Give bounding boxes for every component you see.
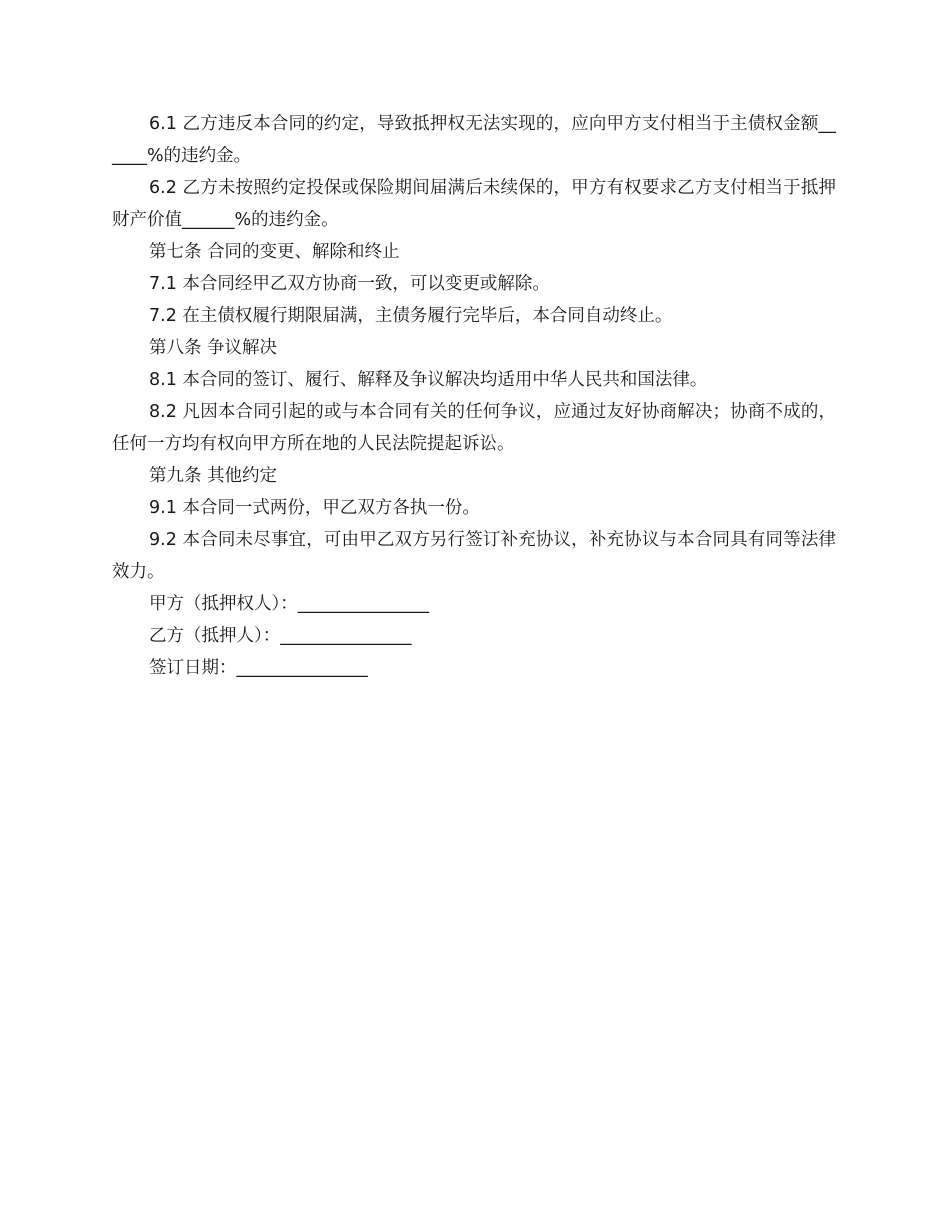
clause-8-1: 8.1 本合同的签订、履行、解释及争议解决均适用中华人民共和国法律。 (149, 370, 708, 390)
clause-7-1: 7.1 本合同经甲乙双方协商一致，可以变更或解除。 (149, 274, 550, 294)
clause-9-1: 9.1 本合同一式两份，甲乙双方各执一份。 (149, 498, 480, 518)
clause-6-2: 6.2 乙方未按照约定投保或保险期间届满后未续保的，甲方有权要求乙方支付相当于抵押财产价值______%的违约金。 (112, 178, 836, 230)
article-7-heading: 第七条 合同的变更、解除和终止 (149, 242, 400, 262)
clause-8-2: 8.2 凡因本合同引起的或与本合同有关的任何争议，应通过友好协商解决；协商不成的，任何一方均有权向甲方所在地的人民法院提起诉讼。 (112, 402, 836, 454)
party-a-signature-line: 甲方（抵押权人）：_______________ (149, 594, 429, 614)
clause-6-1: 6.1 乙方违反本合同的约定，导致抵押权无法实现的，应向甲方支付相当于主债权金额______%的违约金。 (112, 114, 836, 166)
signing-date-line: 签订日期：_______________ (149, 658, 368, 678)
clause-7-2: 7.2 在主债权履行期限届满，主债务履行完毕后，本合同自动终止。 (149, 306, 673, 326)
clause-9-2: 9.2 本合同未尽事宜，可由甲乙双方另行签订补充协议，补充协议与本合同具有同等法律效力。 (112, 530, 836, 582)
contract-body (112, 108, 836, 684)
party-b-signature-line: 乙方（抵押人）：_______________ (149, 626, 412, 646)
article-9-heading: 第九条 其他约定 (149, 466, 278, 486)
article-8-heading: 第八条 争议解决 (149, 338, 278, 358)
